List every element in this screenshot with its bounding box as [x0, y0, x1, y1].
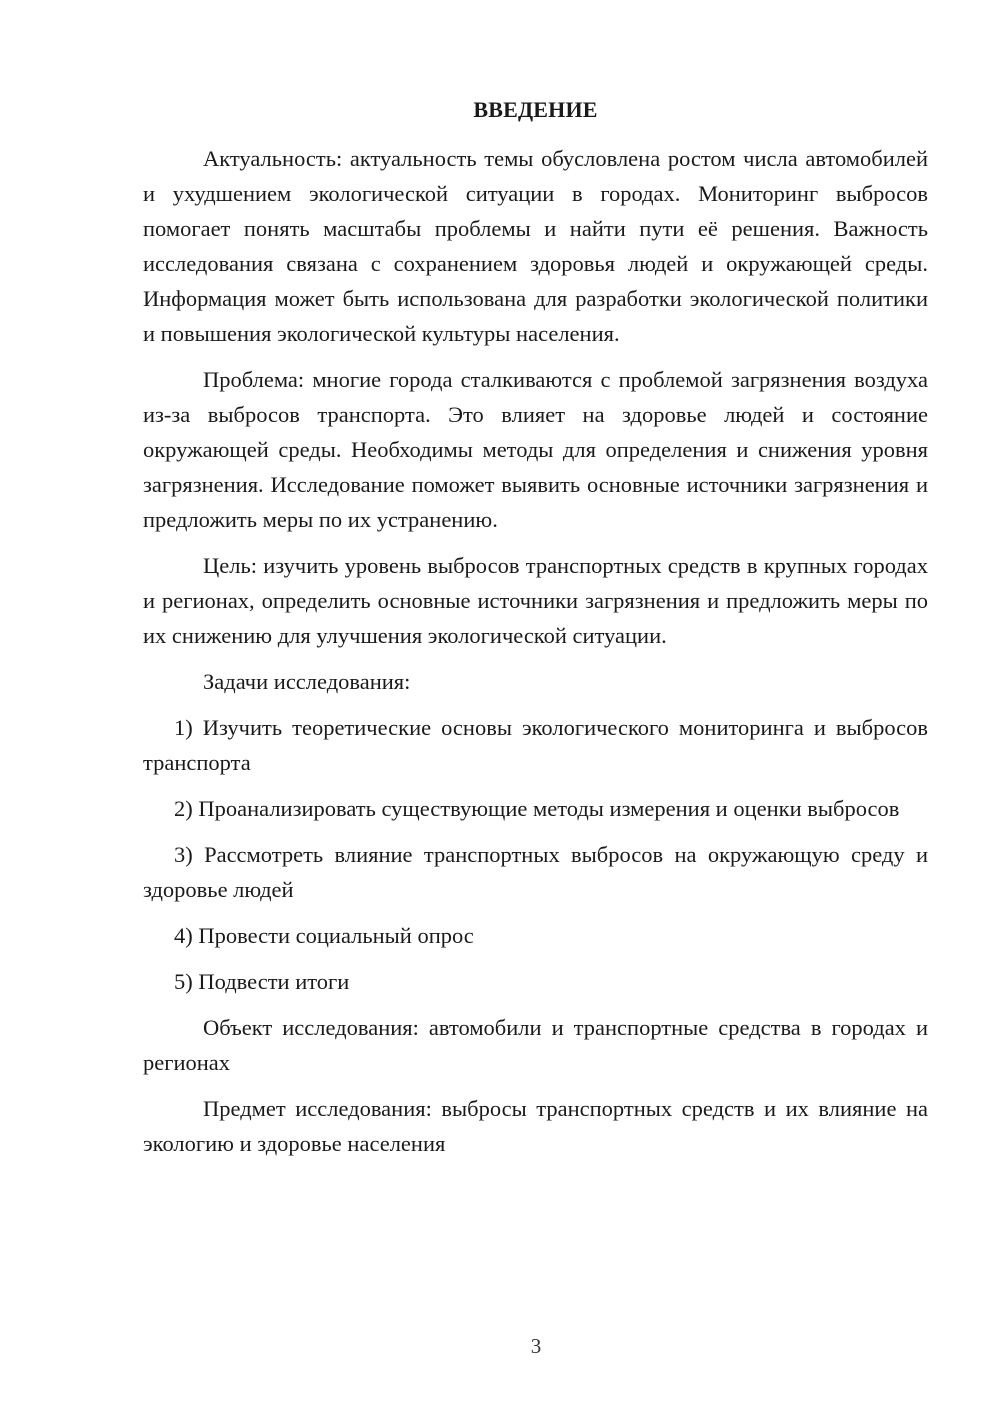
- paragraph-problem: Проблема: многие города сталкиваются с проблемой загрязнения воздуха из-за выбросов транспорта. Это влияет на здоровье людей и состояние окружающей среды. Необходимы методы для определения и снижения уровня загрязнения. Исследование поможет выявить основные источники загрязнения и предложить меры по их устранению.: [143, 367, 928, 532]
- task-item-5: 5) Подвести итоги: [174, 969, 350, 994]
- task-item-4: 4) Провести социальный опрос: [174, 923, 474, 948]
- task-item-3: 3) Рассмотреть влияние транспортных выбросов на окружающую среду и здоровье людей: [143, 842, 928, 902]
- paragraph-goal: Цель: изучить уровень выбросов транспортных средств в крупных городах и регионах, определить основные источники загрязнения и предложить меры по их снижению для улучшения экологической ситуации.: [143, 553, 928, 648]
- task-item-1: 1) Изучить теоретические основы экологического мониторинга и выбросов транспорта: [143, 715, 928, 775]
- paragraph-relevance: Актуальность: актуальность темы обусловлена ростом числа автомобилей и ухудшением экологической ситуации в городах. Мониторинг выбросов помогает понять масштабы проблемы и найти пути её решения. Важность исследования связана с сохранением здоровья людей и окружающей среды. Информация может быть использована для разработки экологической политики и повышения экологической культуры населения.: [143, 146, 928, 346]
- page-number: 3: [530, 1334, 542, 1358]
- task-item-2: 2) Проанализировать существующие методы измерения и оценки выбросов: [174, 796, 900, 821]
- paragraph-object: Объект исследования: автомобили и транспортные средства в городах и регионах: [143, 1015, 928, 1075]
- paragraph-subject: Предмет исследования: выбросы транспортных средств и их влияние на экологию и здоровье населения: [143, 1096, 928, 1156]
- page-title: ВВЕДЕНИЕ: [473, 97, 598, 122]
- document-page: [143, 92, 928, 1172]
- tasks-heading: Задачи исследования:: [203, 669, 411, 694]
